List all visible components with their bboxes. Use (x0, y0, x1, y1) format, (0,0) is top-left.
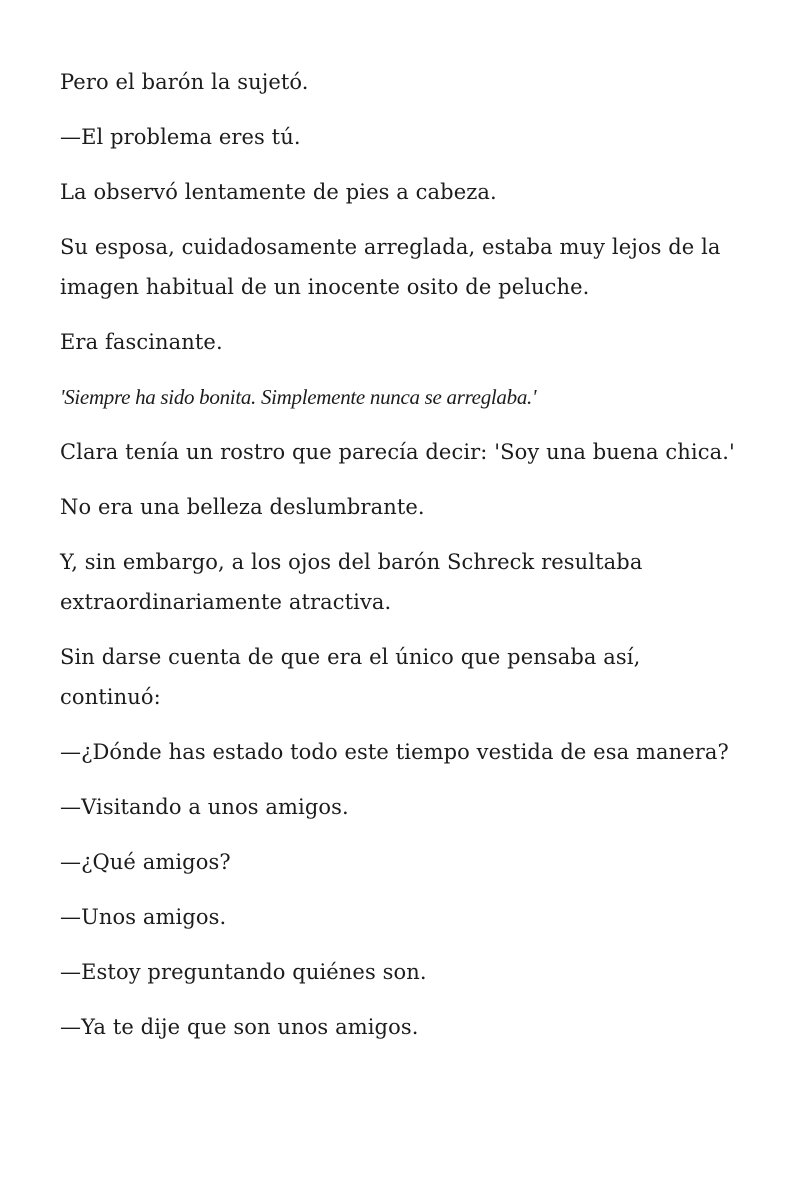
paragraph: Clara tenía un rostro que parecía decir: 'Soy una buena chica.' (60, 440, 735, 464)
paragraph: —Visitando a unos amigos. (60, 795, 349, 819)
paragraph-thought: 'Siempre ha sido bonita. Simplemente nunca se arreglaba.' (60, 385, 537, 409)
paragraph: Y, sin embargo, a los ojos del barón Schreck resultaba extraordinariamente atractiva. (60, 550, 643, 614)
paragraph: Sin darse cuenta de que era el único que pensaba así, continuó: (60, 645, 641, 709)
paragraph: —El problema eres tú. (60, 125, 301, 149)
paragraph: Era fascinante. (60, 330, 223, 354)
paragraph: —Unos amigos. (60, 905, 227, 929)
paragraph: —Estoy preguntando quiénes son. (60, 960, 427, 984)
paragraph: —Ya te dije que son unos amigos. (60, 1015, 419, 1039)
paragraph: —¿Dónde has estado todo este tiempo vestida de esa manera? (60, 740, 729, 764)
paragraph: La observó lentamente de pies a cabeza. (60, 180, 497, 204)
paragraph: —¿Qué amigos? (60, 850, 231, 874)
paragraph: Pero el barón la sujetó. (60, 70, 309, 94)
paragraph: Su esposa, cuidadosamente arreglada, estaba muy lejos de la imagen habitual de un inocente osito de peluche. (60, 235, 721, 299)
paragraph: No era una belleza deslumbrante. (60, 495, 425, 519)
